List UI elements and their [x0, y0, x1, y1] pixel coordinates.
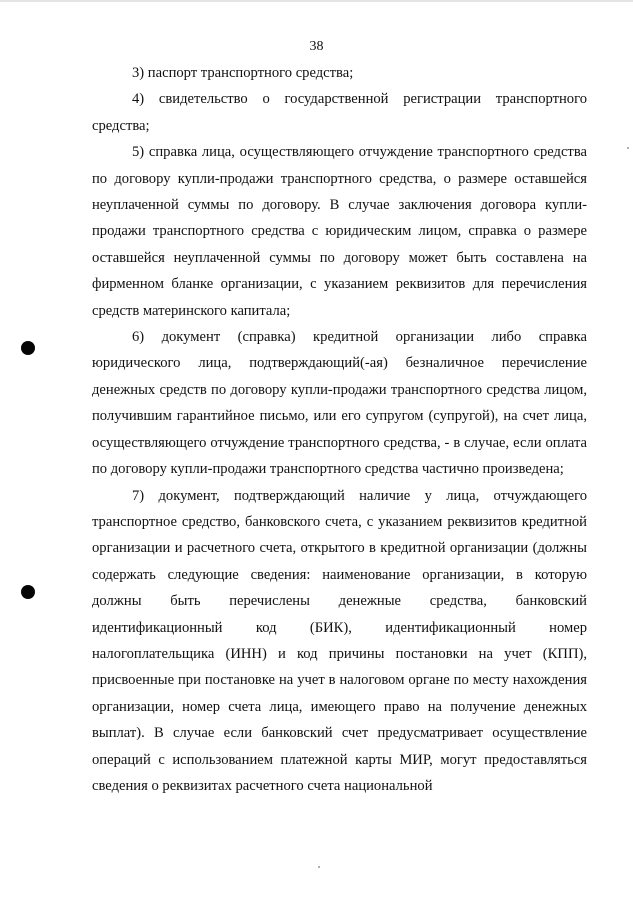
list-item-seller-certificate: 5) справка лица, осуществляющего отчуждение транспортного средства по договору купли-продажи транспортного средства, о размере оставшейся неуплаченной суммы по договору. В случае заключения договора купли-продажи транспортного средства с юридическим лицом, справка о размере оставшейся неуплаченной суммы по договору может быть составлена на фирменном бланке организации, с указанием реквизитов для перечисления средств материнского капитала;	[92, 144, 587, 319]
list-item-bank-account-document: 7) документ, подтверждающий наличие у лица, отчуждающего транспортное средство, банковского счета, с указанием реквизитов кредитной организации и расчетного счета, открытого в кредитной организации (должны содержать следующие сведения: наименование организации, в которую должны быть перечислены денежные средства, банковский идентификационный код (БИК), идентификационный номер налогоплательщика (ИНН) и код причины постановки на учет (КПП), присвоенные при постановке на учет в налоговом органе по месту нахождения организации, номер счета лица, имеющего право на получение денежных выплат). В случае если банковский счет предусматривает осуществление операций с использованием платежной карты МИР, могут предоставляться сведения о реквизитах расчетного счета национальной	[92, 487, 587, 794]
list-item-payment-document: 6) документ (справка) кредитной организации либо справка юридического лица, подтверждающий(-ая) безналичное перечисление денежных средств по договору купли-продажи транспортного средства лицом, получившим гарантийное письмо, или его супругом (супругой), на счет лица, осуществляющего отчуждение транспортного средства, - в случае, если оплата по договору купли-продажи транспортного средства частично произведена;	[92, 329, 587, 478]
scan-top-edge	[0, 0, 633, 2]
scan-speck	[627, 147, 629, 149]
punch-hole-lower	[21, 585, 35, 599]
document-body	[92, 60, 587, 799]
page-number: 38	[309, 39, 324, 54]
list-item-registration-certificate: 4) свидетельство о государственной регистрации транспортного средства;	[92, 91, 587, 134]
list-item-passport: 3) паспорт транспортного средства;	[132, 65, 354, 81]
scan-speck	[318, 866, 320, 868]
punch-hole-upper	[21, 341, 35, 355]
